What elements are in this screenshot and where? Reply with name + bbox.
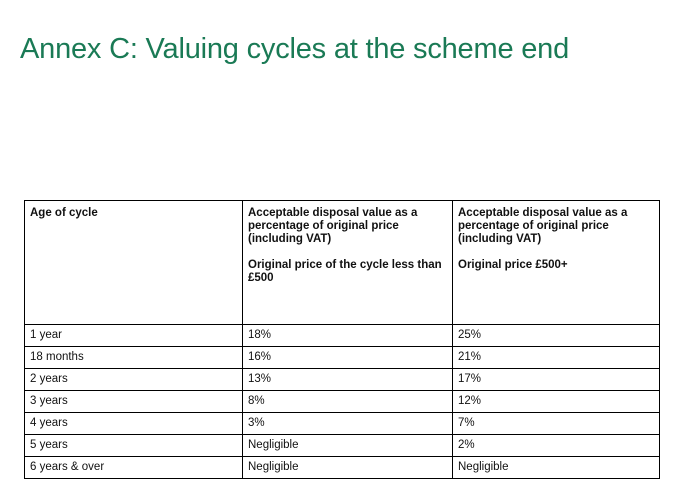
cell-under-500: 3%: [243, 413, 453, 435]
cell-under-500: Negligible: [243, 435, 453, 457]
cell-500-plus: 21%: [453, 347, 660, 369]
table-row: [25, 369, 660, 391]
cell-age: 3 years: [25, 391, 243, 413]
cell-age: 4 years: [25, 413, 243, 435]
cell-500-plus: 7%: [453, 413, 660, 435]
table-row: [25, 347, 660, 369]
table-row: [25, 435, 660, 457]
cell-age: 18 months: [25, 347, 243, 369]
header-500-plus-description: Acceptable disposal value as a percentage of original price (including VAT): [458, 207, 628, 245]
cell-500-plus: 12%: [453, 391, 660, 413]
header-age-of-cycle: [25, 201, 243, 325]
header-500-plus-price-band: Original price £500+: [458, 259, 568, 271]
cell-500-plus: 17%: [453, 369, 660, 391]
table-row: [25, 457, 660, 479]
header-under-500-description: Acceptable disposal value as a percentage of original price (including VAT): [248, 207, 418, 245]
page-title: Annex C: Valuing cycles at the scheme end: [20, 33, 570, 65]
header-age-label: Age of cycle: [30, 207, 98, 219]
table-header-row: [25, 201, 660, 325]
cell-under-500: 18%: [243, 325, 453, 347]
header-500-plus: [453, 201, 660, 325]
cell-under-500: 16%: [243, 347, 453, 369]
cell-age: 5 years: [25, 435, 243, 457]
header-under-500: [243, 201, 453, 325]
cell-age: 1 year: [25, 325, 243, 347]
cell-500-plus: Negligible: [453, 457, 660, 479]
cell-500-plus: 25%: [453, 325, 660, 347]
cell-under-500: 13%: [243, 369, 453, 391]
cell-under-500: 8%: [243, 391, 453, 413]
cell-under-500: Negligible: [243, 457, 453, 479]
cell-age: 2 years: [25, 369, 243, 391]
header-under-500-price-band: Original price of the cycle less than £500: [248, 259, 442, 284]
table-row: [25, 413, 660, 435]
disposal-value-table: [24, 200, 660, 479]
table-row: [25, 391, 660, 413]
table-row: [25, 325, 660, 347]
cell-500-plus: 2%: [453, 435, 660, 457]
cell-age: 6 years & over: [25, 457, 243, 479]
